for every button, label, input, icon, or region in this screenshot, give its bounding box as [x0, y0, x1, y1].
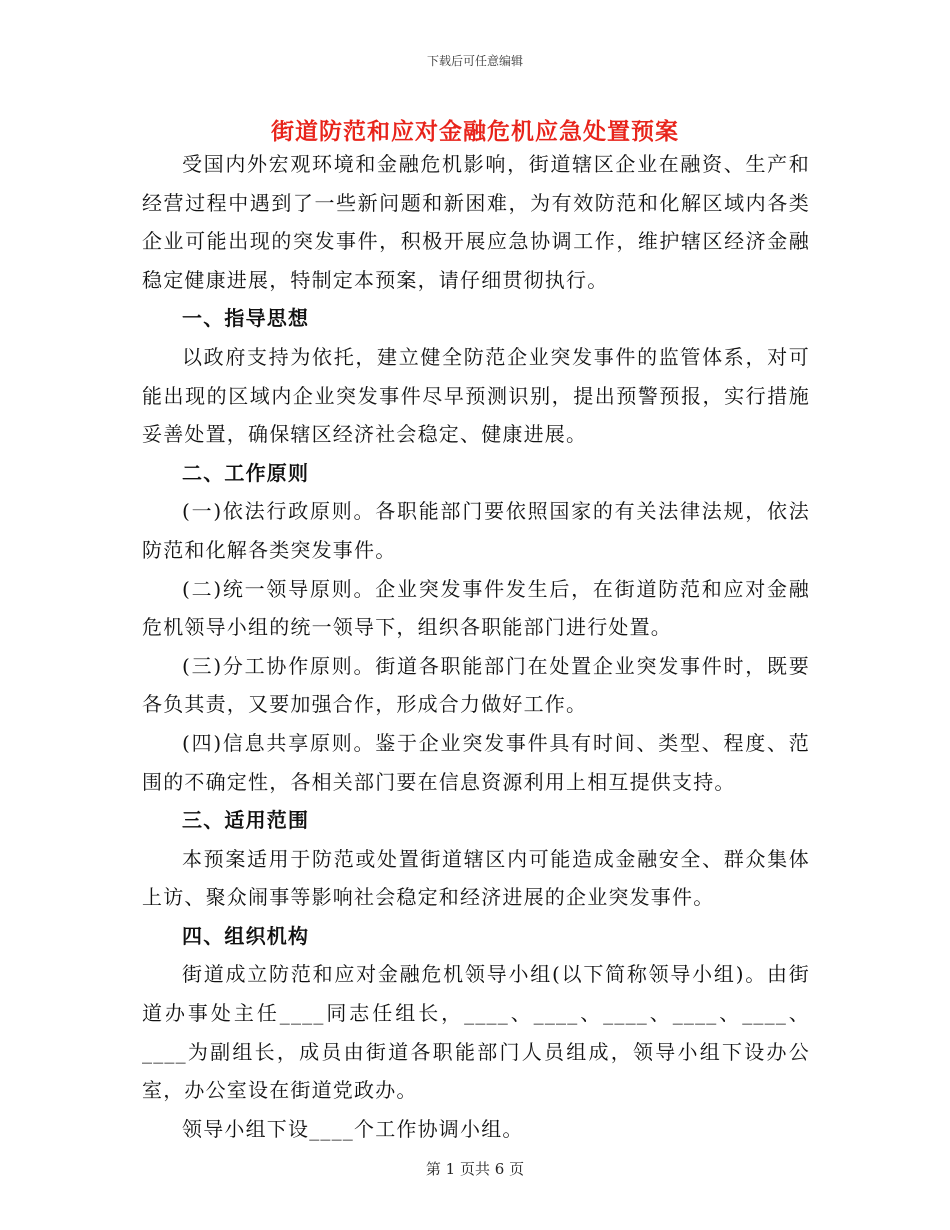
- section-heading-organization: 四、组织机构: [182, 923, 310, 948]
- principle-paragraph-3: (三)分工协作原则。街道各职能部门在处置企业突发事件时，既要各负其责，又要加强合作，形成合力做好工作。: [142, 653, 810, 717]
- intro-paragraph: 受国内外宏观环境和金融危机影响，街道辖区企业在融资、生产和经营过程中遇到了一些新问题和新困难，为有效防范和化解区域内各类企业可能出现的突发事件，积极开展应急协调工作，维护辖区经济金融稳定健康进展，特制定本预案，请仔细贯彻执行。: [142, 152, 810, 292]
- organization-paragraph: 街道成立防范和应对金融危机领导小组(以下简称领导小组)。由街道办事处主任____同志任组长，____、____、____、____、____、____为副组长，成员由街道各职能部门人员组成，领导小组下设办公室，办公室设在街道党政办。: [142, 962, 810, 1103]
- principle-paragraph-2: (二)统一领导原则。企业突发事件发生后，在街道防范和应对金融危机领导小组的统一领导下，组织各职能部门进行处置。: [142, 576, 810, 640]
- scope-paragraph: 本预案适用于防范或处置街道辖区内可能造成金融安全、群众集体上访、聚众闹事等影响社会稳定和经济进展的企业突发事件。: [142, 846, 810, 910]
- document-title: 街道防范和应对金融危机应急处置预案: [271, 118, 679, 145]
- page-header-note: 下载后可任意编辑: [426, 54, 523, 68]
- section-heading-guiding-thought: 一、指导思想: [182, 306, 310, 331]
- principle-paragraph-1: (一)依法行政原则。各职能部门要依照国家的有关法律法规，依法防范和化解各类突发事件。: [142, 499, 810, 562]
- document-body: [142, 145, 810, 1148]
- coordination-groups-paragraph: 领导小组下设____个工作协调小组。: [182, 1116, 524, 1141]
- section-heading-work-principles: 二、工作原则: [182, 460, 310, 485]
- principle-paragraph-4: (四)信息共享原则。鉴于企业突发事件具有时间、类型、程度、范围的不确定性，各相关部门要在信息资源利用上相互提供支持。: [142, 730, 810, 794]
- section-heading-scope: 三、适用范围: [182, 808, 310, 833]
- guiding-thought-paragraph: 以政府支持为依托，建立健全防范企业突发事件的监管体系，对可能出现的区域内企业突发事件尽早预测识别，提出预警预报，实行措施妥善处置，确保辖区经济社会稳定、健康进展。: [142, 344, 810, 447]
- page-number: 第 1 页共 6 页: [425, 1160, 525, 1178]
